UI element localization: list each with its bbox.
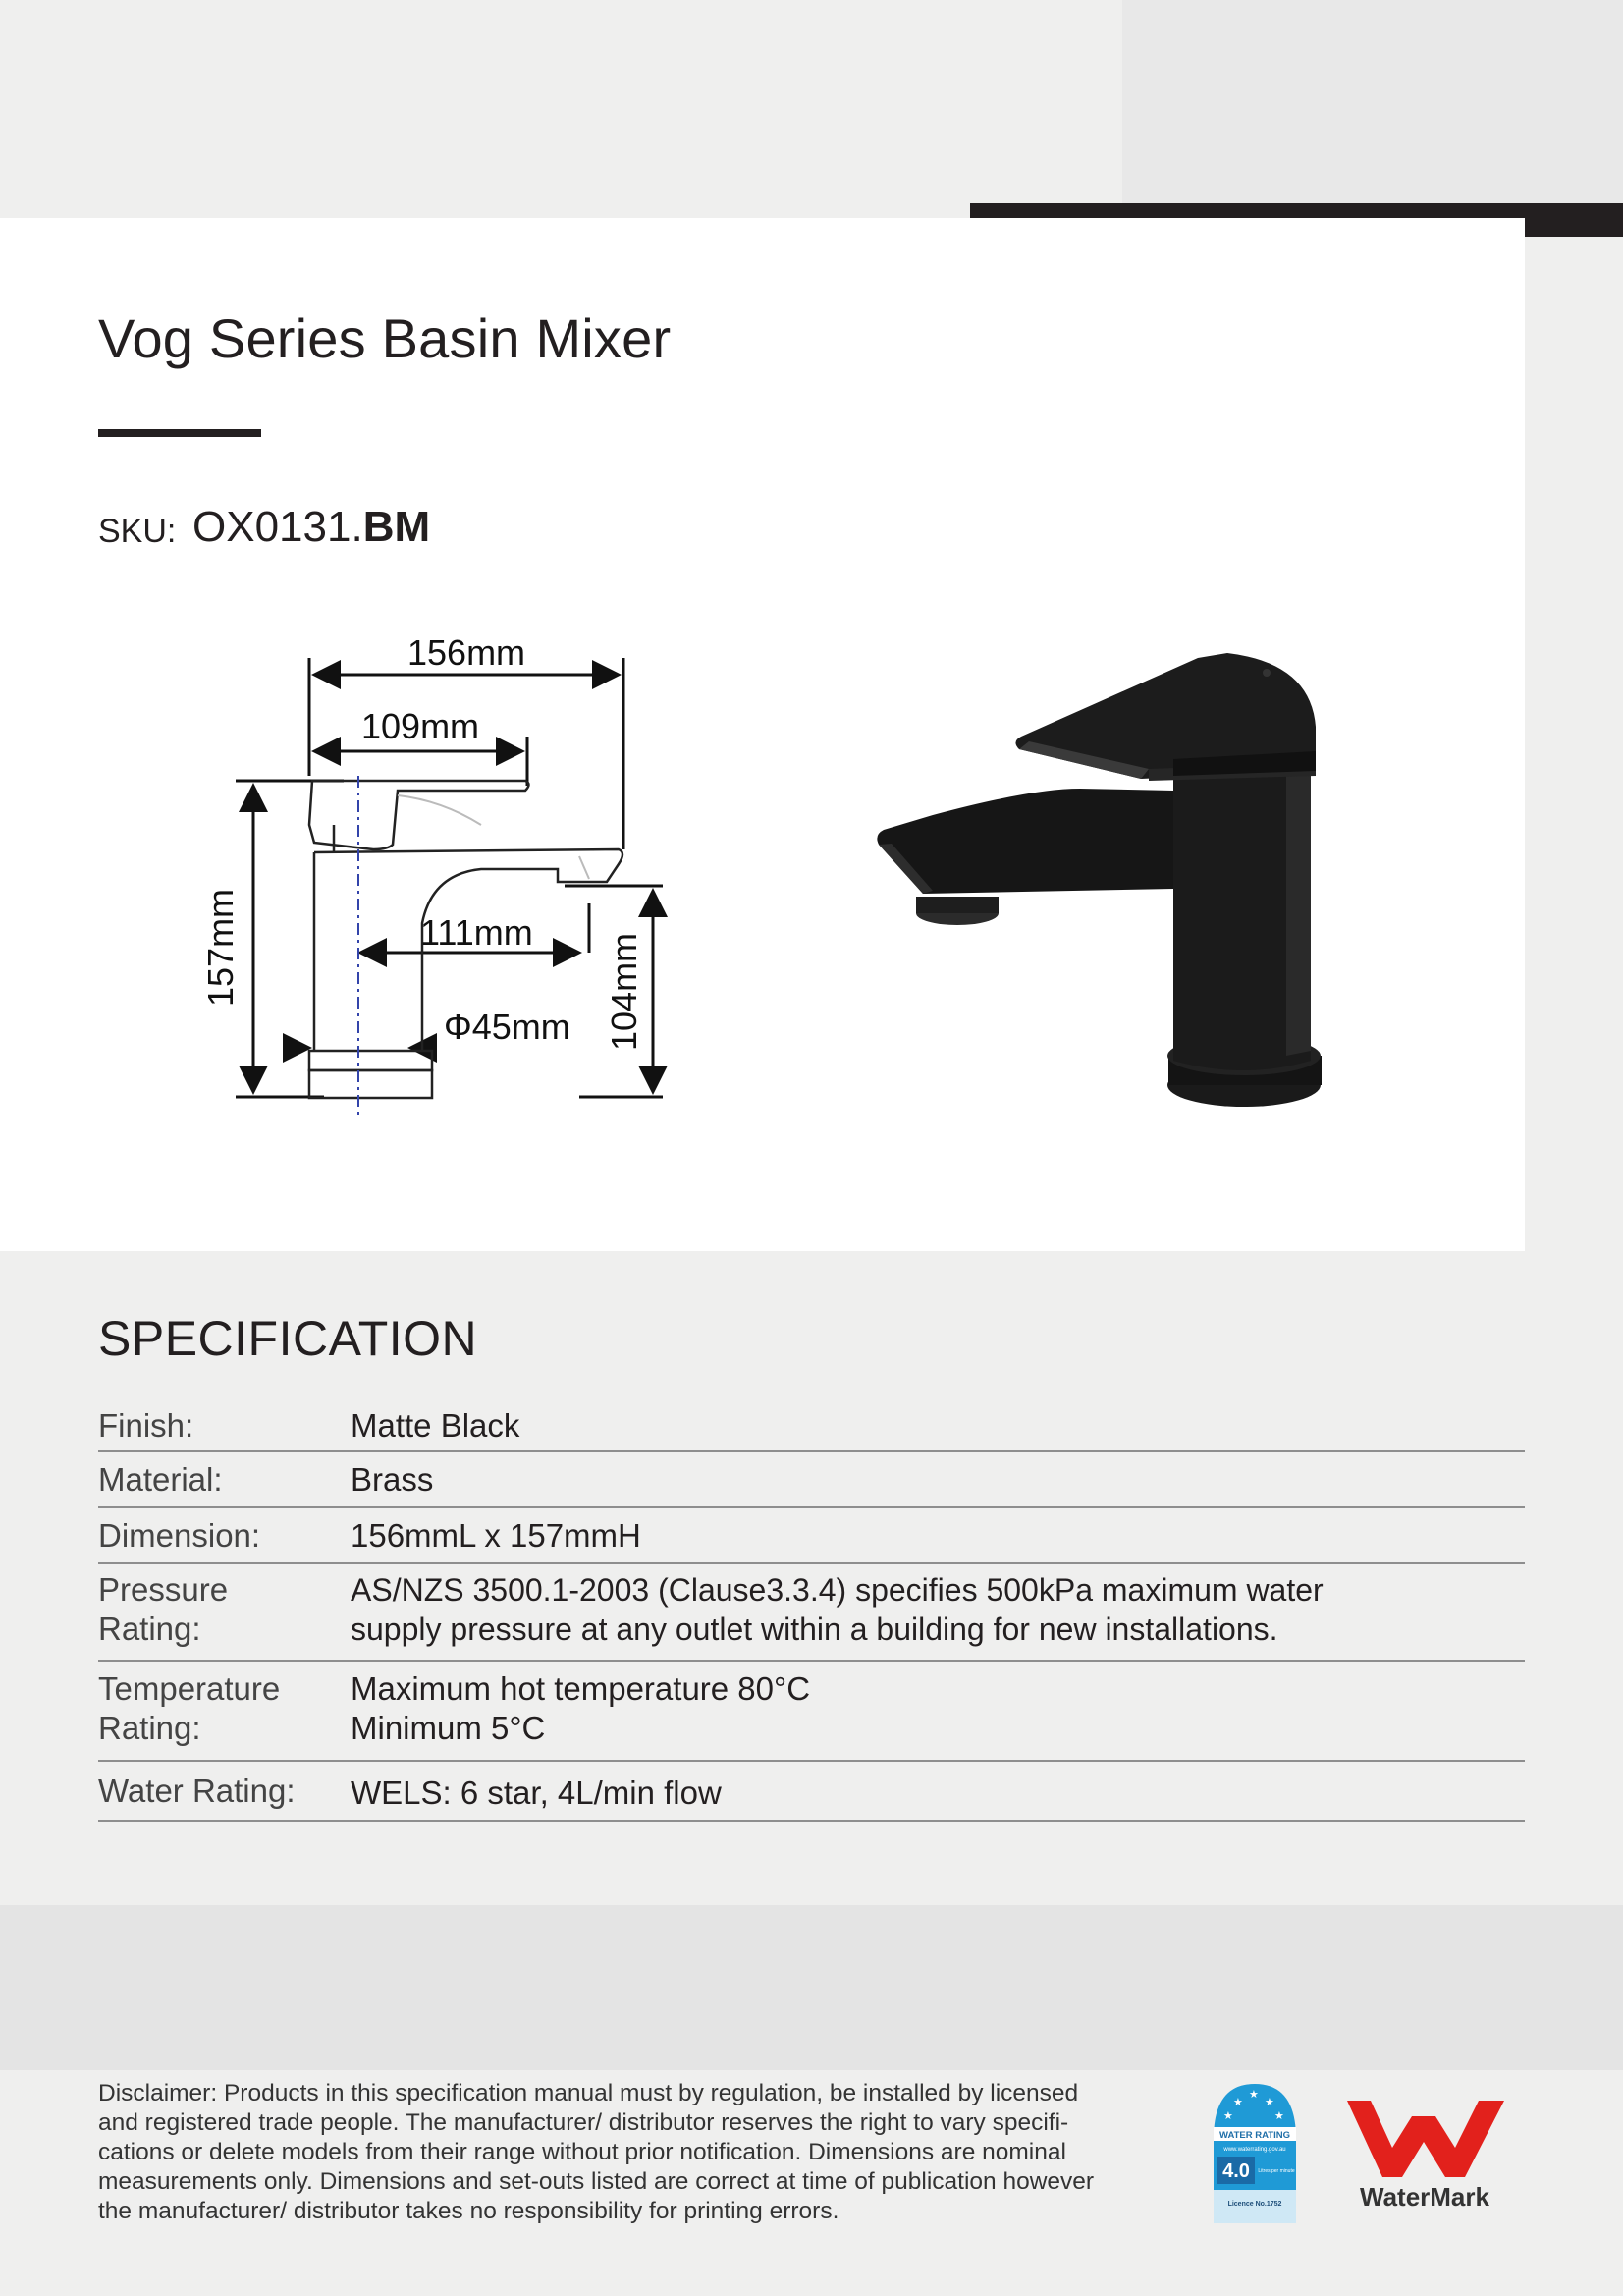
water-rating-badge bbox=[1210, 2080, 1300, 2227]
disclaimer-text: Disclaimer: Products in this specification manual must by regulation, be installed by licensed and registered trade people. The manufacturer/ distributor reserves the right to vary specifi- cations or delete models from their range without prior notification. Dimensions are nominal measurements only. Dimensions and set-outs listed are correct at time of publication however the manufacturer/ distributor takes no responsibility for printing errors. bbox=[98, 2080, 1095, 2224]
dim-label-45: Φ45mm bbox=[444, 1007, 570, 1047]
spec-label: Dimension: bbox=[98, 1517, 261, 1554]
svg-text:★: ★ bbox=[1249, 2089, 1259, 2101]
product-image bbox=[854, 633, 1325, 1124]
badge-caption: Litres per minute bbox=[1258, 2168, 1295, 2174]
spec-value: 156mmL x 157mmH bbox=[351, 1517, 641, 1554]
spec-row-dimension bbox=[98, 1508, 1525, 1564]
dimension-drawing bbox=[187, 629, 697, 1129]
spec-label: Water Rating: bbox=[98, 1773, 296, 1809]
sku-value bbox=[192, 503, 430, 552]
dim-label-111: 111mm bbox=[420, 912, 533, 953]
spec-value: AS/NZS 3500.1-2003 (Clause3.3.4) specifies 500kPa maximum water supply pressure at any outlet within a building for new installations. bbox=[351, 1572, 1324, 1647]
badge-stars: 4.0 bbox=[1222, 2160, 1250, 2182]
spec-row-water-rating bbox=[98, 1762, 1525, 1822]
spec-value: WELS: 6 star, 4L/min flow bbox=[351, 1775, 722, 1811]
sku-label: SKU: bbox=[98, 513, 177, 550]
footer-band bbox=[0, 1905, 1623, 2070]
svg-text:★: ★ bbox=[1274, 2110, 1284, 2122]
badge-website: www.waterrating.gov.au bbox=[1223, 2147, 1286, 2153]
dim-label-109: 109mm bbox=[361, 706, 480, 746]
spec-label: Material: bbox=[98, 1461, 223, 1498]
dim-label-104: 104mm bbox=[604, 932, 644, 1051]
dim-label-157: 157mm bbox=[200, 888, 241, 1007]
spec-row-finish bbox=[98, 1402, 1525, 1452]
spec-label: Temperature Rating: bbox=[98, 1670, 281, 1746]
svg-text:★: ★ bbox=[1223, 2110, 1233, 2122]
svg-text:★: ★ bbox=[1265, 2097, 1274, 2108]
header-accent-panel bbox=[1122, 0, 1623, 203]
spec-value: Brass bbox=[351, 1461, 434, 1498]
spec-row-material bbox=[98, 1452, 1525, 1508]
svg-text:★: ★ bbox=[1233, 2097, 1243, 2108]
badge-heading: WATER RATING bbox=[1219, 2130, 1290, 2141]
spec-heading: SPECIFICATION bbox=[98, 1311, 478, 1366]
spec-row-temperature bbox=[98, 1662, 1525, 1762]
product-title: Vog Series Basin Mixer bbox=[98, 307, 672, 369]
spec-value: Matte Black bbox=[351, 1407, 520, 1444]
watermark-logo bbox=[1345, 2097, 1507, 2180]
dim-label-156: 156mm bbox=[407, 632, 526, 673]
spec-row-pressure bbox=[98, 1564, 1525, 1662]
spec-label: Pressure Rating: bbox=[98, 1571, 229, 1647]
title-underline bbox=[98, 429, 261, 437]
header-background bbox=[0, 0, 1122, 218]
spec-label: Finish: bbox=[98, 1407, 194, 1444]
watermark-label: WaterMark bbox=[1360, 2182, 1489, 2212]
sku-prefix: OX0131. bbox=[192, 503, 363, 551]
side-strip bbox=[1525, 237, 1623, 1905]
sku-suffix: BM bbox=[362, 503, 431, 551]
badge-licence: Licence No.1752 bbox=[1227, 2201, 1282, 2208]
spec-value: Maximum hot temperature 80°C Minimum 5°C bbox=[351, 1670, 811, 1746]
spec-table bbox=[98, 1402, 1525, 1822]
